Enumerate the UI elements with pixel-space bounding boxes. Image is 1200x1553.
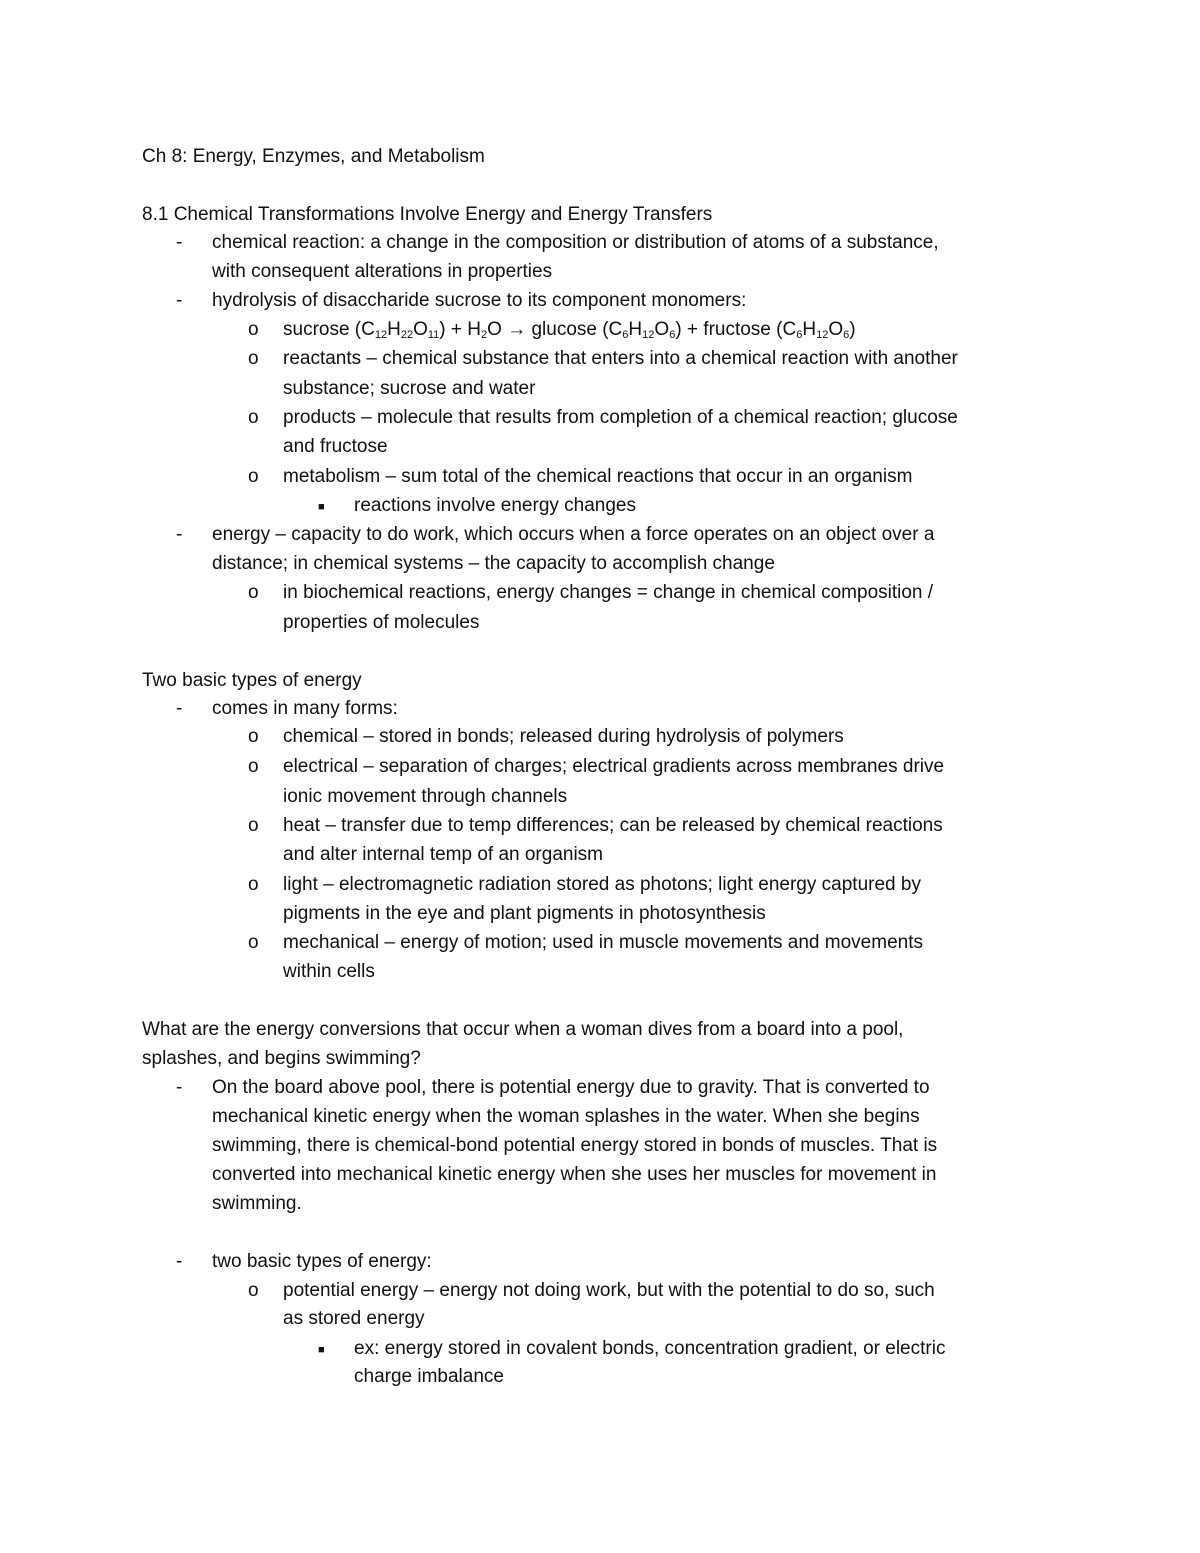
- text-line: mechanical – energy of motion; used in muscle movements and movements: [283, 932, 923, 953]
- answer-text: converted into mechanical kinetic energy when she uses her muscles for movement in: [212, 1164, 937, 1185]
- arrow-icon: →: [507, 319, 527, 340]
- circle-bullet: o: [248, 1280, 259, 1301]
- dash-bullet: -: [176, 1077, 183, 1098]
- dash-bullet: -: [176, 290, 183, 311]
- circle-bullet: o: [248, 756, 259, 777]
- square-bullet: ■: [318, 501, 325, 513]
- text-line: two basic types of energy:: [212, 1251, 432, 1272]
- circle-bullet: o: [248, 466, 259, 487]
- text-line: reactants – chemical substance that enters into a chemical reaction with another: [283, 348, 958, 369]
- text-line: electrical – separation of charges; electrical gradients across membranes drive: [283, 756, 945, 777]
- dash-bullet: -: [176, 524, 183, 545]
- circle-bullet: o: [248, 407, 259, 428]
- circle-bullet: o: [248, 348, 259, 369]
- dash-bullet: -: [176, 1251, 183, 1272]
- section-heading: 8.1 Chemical Transformations Involve Energy and Energy Transfers: [142, 204, 713, 225]
- dash-bullet: -: [176, 232, 183, 253]
- text-line: heat – transfer due to temp differences; can be released by chemical reactions: [283, 815, 943, 836]
- text-line: potential energy – energy not doing work, but with the potential to do so, such: [283, 1280, 935, 1301]
- question-text: splashes, and begins swimming?: [142, 1048, 421, 1069]
- text-line: with consequent alterations in properties: [212, 261, 553, 282]
- text-line: and fructose: [283, 436, 388, 457]
- text-line: and alter internal temp of an organism: [283, 844, 604, 865]
- chemical-equation: sucrose $(C_{12}H_{22}O_{11}) + H_2O \to glucose$ $(C_6H_{12}O_6)$ + fructose $(C_6H_{12}O_6)$: [283, 319, 856, 341]
- section-heading: Two basic types of energy: [142, 670, 362, 691]
- text-line: within cells: [283, 961, 375, 982]
- text-line: as stored energy: [283, 1308, 425, 1329]
- text-line: properties of molecules: [283, 612, 480, 633]
- text-line: chemical – stored in bonds; released during hydrolysis of polymers: [283, 726, 844, 747]
- text-line: charge imbalance: [354, 1366, 504, 1387]
- answer-text: On the board above pool, there is potential energy due to gravity. That is converted to: [212, 1077, 930, 1098]
- text-line: chemical reaction: a change in the composition or distribution of atoms of a substance,: [212, 232, 939, 253]
- text-line: pigments in the eye and plant pigments in photosynthesis: [283, 903, 766, 924]
- text-line: ex: energy stored in covalent bonds, concentration gradient, or electric: [354, 1338, 946, 1359]
- circle-bullet: o: [248, 319, 259, 340]
- circle-bullet: o: [248, 932, 259, 953]
- text-line: ionic movement through channels: [283, 786, 568, 807]
- question-text: What are the energy conversions that occur when a woman dives from a board into a pool,: [142, 1019, 904, 1040]
- circle-bullet: o: [248, 874, 259, 895]
- text-line: distance; in chemical systems – the capacity to accomplish change: [212, 553, 775, 574]
- text-line: comes in many forms:: [212, 698, 398, 719]
- page-title: Ch 8: Energy, Enzymes, and Metabolism: [142, 146, 485, 167]
- text-line: light – electromagnetic radiation stored as photons; light energy captured by: [283, 874, 921, 895]
- text-line: reactions involve energy changes: [354, 495, 637, 516]
- square-bullet: ■: [318, 1344, 325, 1356]
- answer-text: mechanical kinetic energy when the woman splashes in the water. When she begins: [212, 1106, 920, 1127]
- answer-text: swimming.: [212, 1193, 302, 1214]
- dash-bullet: -: [176, 698, 183, 719]
- circle-bullet: o: [248, 815, 259, 836]
- text-line: in biochemical reactions, energy changes = change in chemical composition /: [283, 582, 934, 603]
- text-line: energy – capacity to do work, which occurs when a force operates on an object over a: [212, 524, 935, 545]
- answer-text: swimming, there is chemical-bond potential energy stored in bonds of muscles. That is: [212, 1135, 938, 1156]
- text-line: substance; sucrose and water: [283, 378, 536, 399]
- circle-bullet: o: [248, 726, 259, 747]
- text-line: metabolism – sum total of the chemical reactions that occur in an organism: [283, 466, 913, 487]
- text-line: hydrolysis of disaccharide sucrose to its component monomers:: [212, 290, 747, 311]
- circle-bullet: o: [248, 582, 259, 603]
- text-line: products – molecule that results from completion of a chemical reaction; glucose: [283, 407, 958, 428]
